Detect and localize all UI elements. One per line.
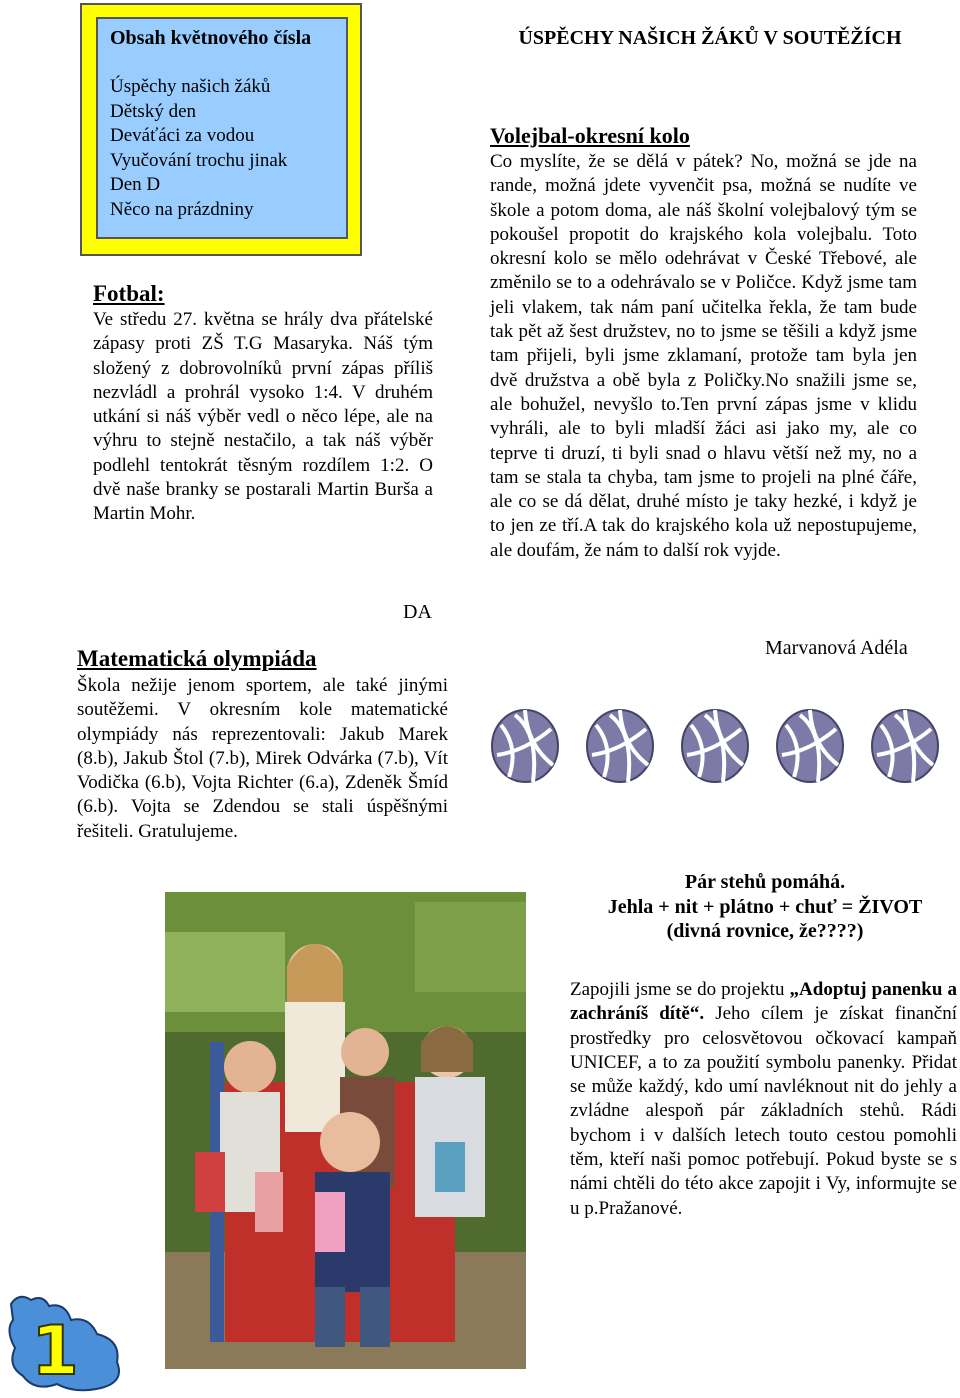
adopt-article — [570, 978, 957, 1221]
page-number-badge-icon — [5, 1290, 125, 1394]
adopt-body: Jeho cílem je získat finanční prostředky pro celosvětovou očkovací kampaň UNICEF, a to za použití symbolu panenky. Přidat se může každý, kdo umí navléknout nit do jehly a zvládne alespoň pár základních stehů. Rádi bychom i v dalších letech touto cestou pomohli těm, kteří naši pomoc potřebují. Pokud byste se s námi chtěli do této akce zapojit i Vy, informujte se u p.Pražanové. — [570, 1003, 958, 1219]
motto-line: (divná rovnice, že????) — [666, 920, 864, 942]
motto-block — [575, 870, 955, 944]
olympiada-heading: Matematická olympiáda — [77, 646, 317, 671]
toc-item[interactable]: Den D — [110, 174, 161, 195]
adopt-intro: Zapojili jsme se do projektu — [570, 979, 790, 1000]
volejbal-article: Co myslíte, že se dělá v pátek? No, možná se jde na rande, možná jdete vyvenčit psa, možná se nudíte ve škole a potom doma, ale náš školní volejbalový tým se pokoušel propotit do krajského kola volejbalu. Toto okresní kolo se mělo odehrávat v České Třebové, ale změnilo se to a odehrávalo se v Poličce. Když jsme tam jeli vlakem, tak nám paní učitelka řekla, že tam bude tak pět až šest družstev, no to jsme se těšili a když jsme tam přijeli, byli jsme zklamaní, protože tam byla jen dvě družstva a obě byla z Poličky.No snažili jsme se, ale bohužel, nevyšlo to.Ten první zápas jsme v klidu vyhráli, ale to byli mladší žáci asi jako my, ale co teprve ti druzí, ti byli snad o hlavu větší než my, no a tam se stala ta chyba, tam jsme to projeli na plné čáře, ale co se dá dělat, druhé místo je taky hezké, i když je to jen ze tří.A tak do krajského kola už nepostupujeme, ale doufám, že nám to další rok vyjde. — [490, 151, 917, 561]
volleyball-icon — [869, 707, 941, 785]
page-number: 1 — [31, 1312, 79, 1391]
children-photo-icon — [165, 892, 526, 1369]
adopt-project-name: „Adoptuj panenku a zachráníš dítě“. — [570, 979, 958, 1025]
volleyball-icon — [774, 707, 846, 785]
toc-title: Obsah květnového čísla — [110, 27, 312, 49]
volleyball-icon — [489, 707, 561, 785]
motto-line: Jehla + nit + plátno + chuť = ŽIVOT — [607, 895, 923, 918]
toc-item[interactable]: Vyučování trochu jinak — [110, 149, 288, 171]
motto-line: Pár stehů pomáhá. — [684, 871, 846, 893]
toc-list — [110, 75, 287, 222]
toc-item[interactable]: Dětský den — [110, 100, 197, 122]
olympiada-article: Škola nežije jenom sportem, ale také jinými soutěžemi. V okresním kole matematické olympiády nás reprezentovali: Jakub Marek (8.b), Jakub Štol (7.b), Mirek Odvárka (7.b), Vít Vodička (6.b), Vojta Richter (6.a), Zdeněk Šmíd (6.b). Vojta se Zdendou se stali úspěšnými řešiteli. Gratulujeme. — [77, 675, 448, 842]
fotbal-article: Ve středu 27. května se hrály dva přátelské zápasy proti ZŠ T.G Masaryka. Náš tým složený z dobrovolníků první zápas příliš nezvládl a prohrál vysoko 1:4. V druhém utkání si náš výběr vedl o něco lépe, ale na výhru to stejně nestačilo, a tak náš výběr podlehl tentokrát těsným rozdílem 1:2. O dvě naše branky se postarali Martin Burša a Martin Mohr. — [93, 309, 433, 525]
toc-item[interactable]: Úspěchy našich žáků — [110, 76, 271, 97]
fotbal-signature: DA — [403, 601, 432, 623]
page-title: ÚSPĚCHY NAŠICH ŽÁKŮ V SOUTĚŽÍCH — [518, 27, 902, 49]
toc-item[interactable]: Deváťáci za vodou — [110, 125, 255, 146]
toc-item[interactable]: Něco na prázdniny — [110, 198, 254, 220]
volejbal-signature: Marvanová Adéla — [765, 637, 908, 659]
volleyball-icon — [679, 707, 751, 785]
volejbal-heading: Volejbal-okresní kolo — [490, 123, 690, 148]
volleyball-icon — [584, 707, 656, 785]
fotbal-heading: Fotbal: — [93, 281, 165, 306]
